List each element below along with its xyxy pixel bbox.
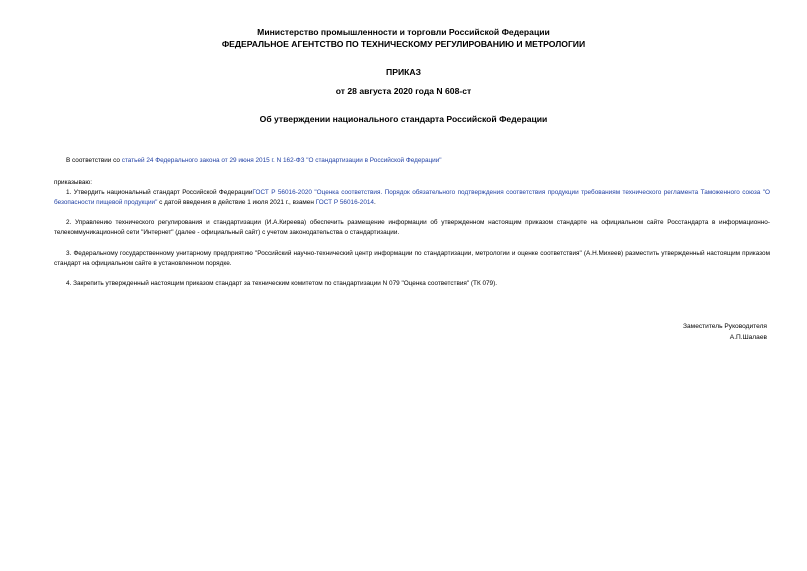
item-1-paragraph — [54, 188, 770, 208]
document-subject: Об утверждении национального стандарта Российской Федерации — [259, 114, 548, 124]
signature-position: Заместитель Руководителя — [683, 323, 767, 330]
preamble-text: В соответствии со — [66, 157, 122, 164]
signature-name: А.П.Шалаев — [729, 334, 767, 341]
item-4-paragraph — [54, 279, 770, 289]
agency-title: ФЕДЕРАЛЬНОЕ АГЕНТСТВО ПО ТЕХНИЧЕСКОМУ РЕГУЛИРОВАНИЮ И МЕТРОЛОГИИ — [221, 39, 586, 49]
order-word: приказываю: — [54, 179, 92, 186]
gost-2020-link[interactable]: ГОСТ Р 56016-2020 "Оценка соответствия. Порядок обязательного подтверждения соответствия продукции требованиям технического регламента Таможенного союза "О безопасности пищевой продукции" — [54, 189, 770, 206]
item-3-text: 3. Федеральному государственному унитарному предприятию "Российский научно-технический центр информации по стандартизации, метрологии и оценке соответствия" (А.Н.Михеев) разместить утвержденный настоящим приказом стандарт на официальном сайте в установленном порядке. — [54, 250, 770, 267]
gost-2014-link[interactable]: ГОСТ Р 56016-2014 — [315, 199, 374, 206]
item-1-middle-text: с датой введения в действие 1 июля 2021 г., взамен — [157, 199, 316, 206]
item-2-text: 2. Управлению технического регулирования и стандартизации (И.А.Киреева) обеспечить размещение информации об утвержденном настоящим приказом стандарте на официальном сайте Росстандарта в информационно-телекоммуникационной сети "Интернет" (далее - официальный сайт) с учетом законодательства о стандартизации. — [54, 219, 770, 236]
item-2-paragraph — [54, 218, 770, 238]
preamble-paragraph — [54, 156, 770, 166]
ministry-title: Министерство промышленности и торговли Российской Федерации — [257, 27, 550, 37]
item-3-paragraph — [54, 249, 770, 269]
document-type: ПРИКАЗ — [386, 67, 421, 77]
law-article-link[interactable]: статьей 24 Федерального закона от 29 июня 2015 г. N 162-ФЗ "О стандартизации в Российской Федерации" — [121, 157, 442, 164]
item-1-text: 1. Утвердить национальный стандарт Российской Федерации — [66, 189, 253, 196]
document-date-number: от 28 августа 2020 года N 608-ст — [335, 86, 472, 96]
item-4-text: 4. Закрепить утвержденный настоящим приказом стандарт за техническим комитетом по стандартизации N 079 "Оценка соответствия" (ТК 079). — [66, 280, 498, 287]
item-1-suffix: . — [373, 199, 376, 206]
